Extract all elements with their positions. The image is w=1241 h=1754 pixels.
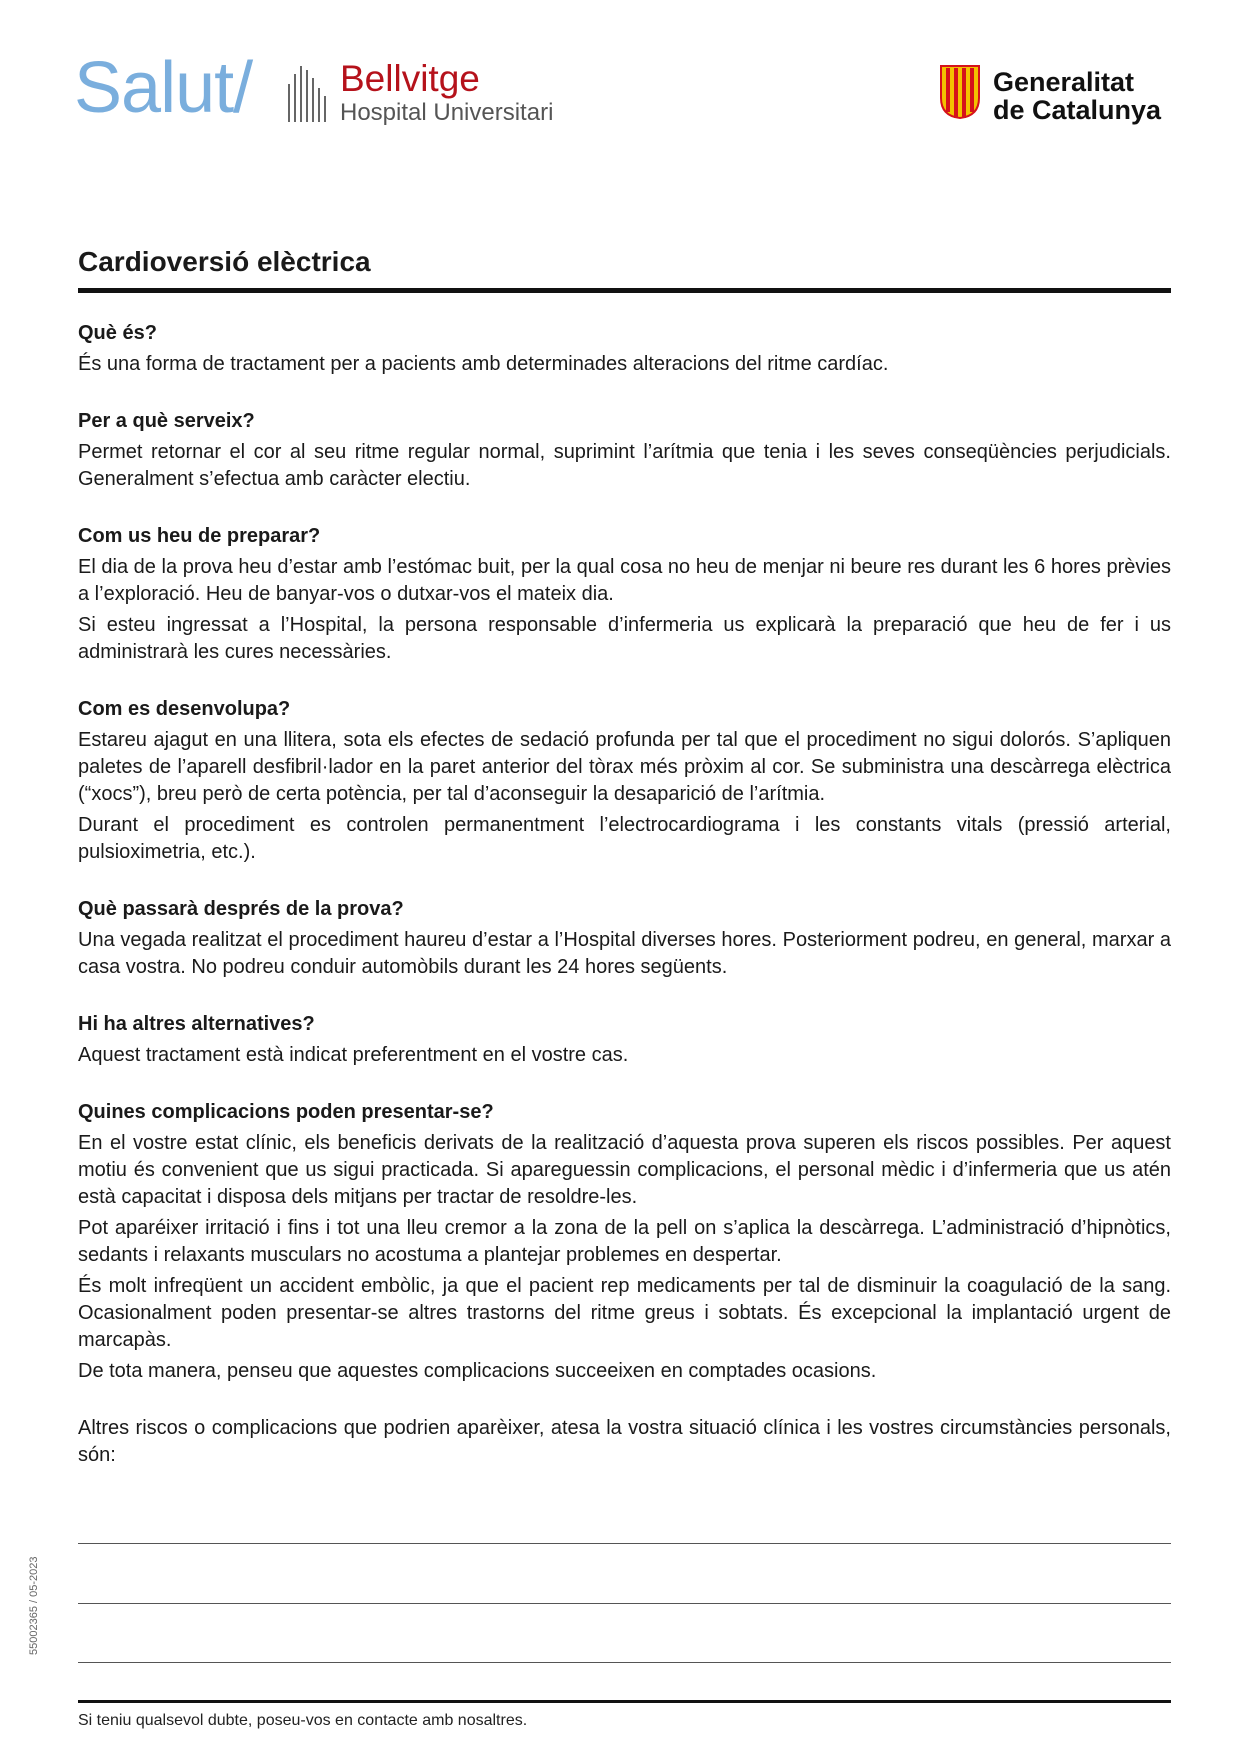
section-procedure [78,696,1171,866]
section-paragraph: Si esteu ingressat a l’Hospital, la persona responsable d’infermeria us explicarà la preparació que heu de fer i us administrarà les cures necessàries. [78,614,1171,663]
section-purpose [78,408,1171,493]
section-paragraph: El dia de la prova heu d’estar amb l’estómac buit, per la qual cosa no heu de menjar ni beure res durant les 6 hores prèvies a l’exploració. Heu de banyar-vos o dutxar-vos el mateix dia. [78,556,1171,605]
generalitat-emblem-icon [939,64,981,120]
section-paragraph: És una forma de tractament per a pacients amb determinades alteracions del ritme cardíac. [78,353,889,375]
section-alternatives [78,1011,1171,1069]
section-heading: Com es desenvolupa? [78,698,291,720]
hospital-name: Bellvitge [340,58,480,99]
fill-in-line[interactable] [78,1662,1171,1663]
section-paragraph: Durant el procediment es controlen permanentment l’electrocardiograma i les constants vitals (pressió arterial, pulsioximetria, etc.). [78,814,1171,863]
page-title: Cardioversió elèctrica [78,246,371,277]
page-header [0,0,1241,160]
generalitat-wordmark [993,68,1161,124]
section-paragraph: En el vostre estat clínic, els beneficis derivats de la realització d’aquesta prova superen els riscos possibles. Per aquest motiu és convenient que us sigui practicada. Si apareguessin complicacions, el personal mèdic i d’infermeria que us atén està capacitat i disposa dels mitjans per tractar de resoldre-les. [78,1132,1171,1208]
title-divider [78,288,1171,293]
footer-note: Si teniu qualsevol dubte, poseu-vos en contacte amb nosaltres. [78,1712,528,1729]
bellvitge-bars-icon [288,66,326,122]
fill-in-line[interactable] [78,1543,1171,1544]
section-heading: Com us heu de preparar? [78,525,321,547]
document-body [78,320,1171,1469]
section-paragraph: Permet retornar el cor al seu ritme regular normal, suprimint l’arítmia que tenia i les seves conseqüències perjudicials. Generalment s’efectua amb caràcter electiu. [78,441,1171,490]
footer-divider [78,1700,1171,1703]
document-code: 55002365 / 05-2023 [28,1556,40,1655]
section-paragraph: Pot aparéixer irritació i fins i tot una lleu cremor a la zona de la pell on s’aplica la descàrrega. L’administració d’hipnòtics, sedants i relaxants musculars no acostuma a plantejar problemes en despertar. [78,1217,1171,1266]
section-paragraph: Una vegada realitzat el procediment haureu d’estar a l’Hospital diverses hores. Posteriorment podreu, en general, marxar a casa vostra. No podreu conduir automòbils durant les 24 hores següents. [78,929,1171,978]
section-heading: Quines complicacions poden presentar-se? [78,1101,494,1123]
hospital-subtitle: Hospital Universitari [340,99,554,126]
section-what-is [78,320,1171,378]
section-paragraph: Aquest tractament està indicat preferentment en el vostre cas. [78,1044,629,1066]
fill-in-line[interactable] [78,1603,1171,1604]
section-preparation [78,523,1171,666]
section-heading: Què passarà després de la prova? [78,898,404,920]
section-heading: Hi ha altres alternatives? [78,1013,315,1035]
section-after-test [78,896,1171,981]
salut-logo: Salut/ [74,48,253,128]
section-heading: Què és? [78,322,157,344]
generalitat-line2: de Catalunya [993,95,1162,125]
other-risks-prompt: Altres riscos o complicacions que podrien aparèixer, atesa la vostra situació clínica i les vostres circumstàncies personals, són: [78,1417,1171,1466]
section-paragraph: És molt infreqüent un accident embòlic, ja que el pacient rep medicaments per tal de disminuir la coagulació de la sang. Ocasionalment poden presentar-se altres trastorns del ritme greus i sobtats. És excepcional la implantació urgent de marcapàs. [78,1275,1171,1351]
generalitat-line1: Generalitat [993,67,1135,97]
section-paragraph: Estareu ajagut en una llitera, sota els efectes de sedació profunda per tal que el procediment no sigui dolorós. S’apliquen paletes de l’aparell desfibril·lador en la paret anterior del tòrax més pròxim al cor. Se subministra una descàrrega elèctrica (“xocs”), breu però de certa potència, per tal d’aconseguir la desaparició de l’arítmia. [78,729,1171,805]
section-heading: Per a què serveix? [78,410,255,432]
section-complications [78,1099,1171,1385]
section-paragraph: De tota manera, penseu que aquestes complicacions succeeixen en comptades ocasions. [78,1360,877,1382]
